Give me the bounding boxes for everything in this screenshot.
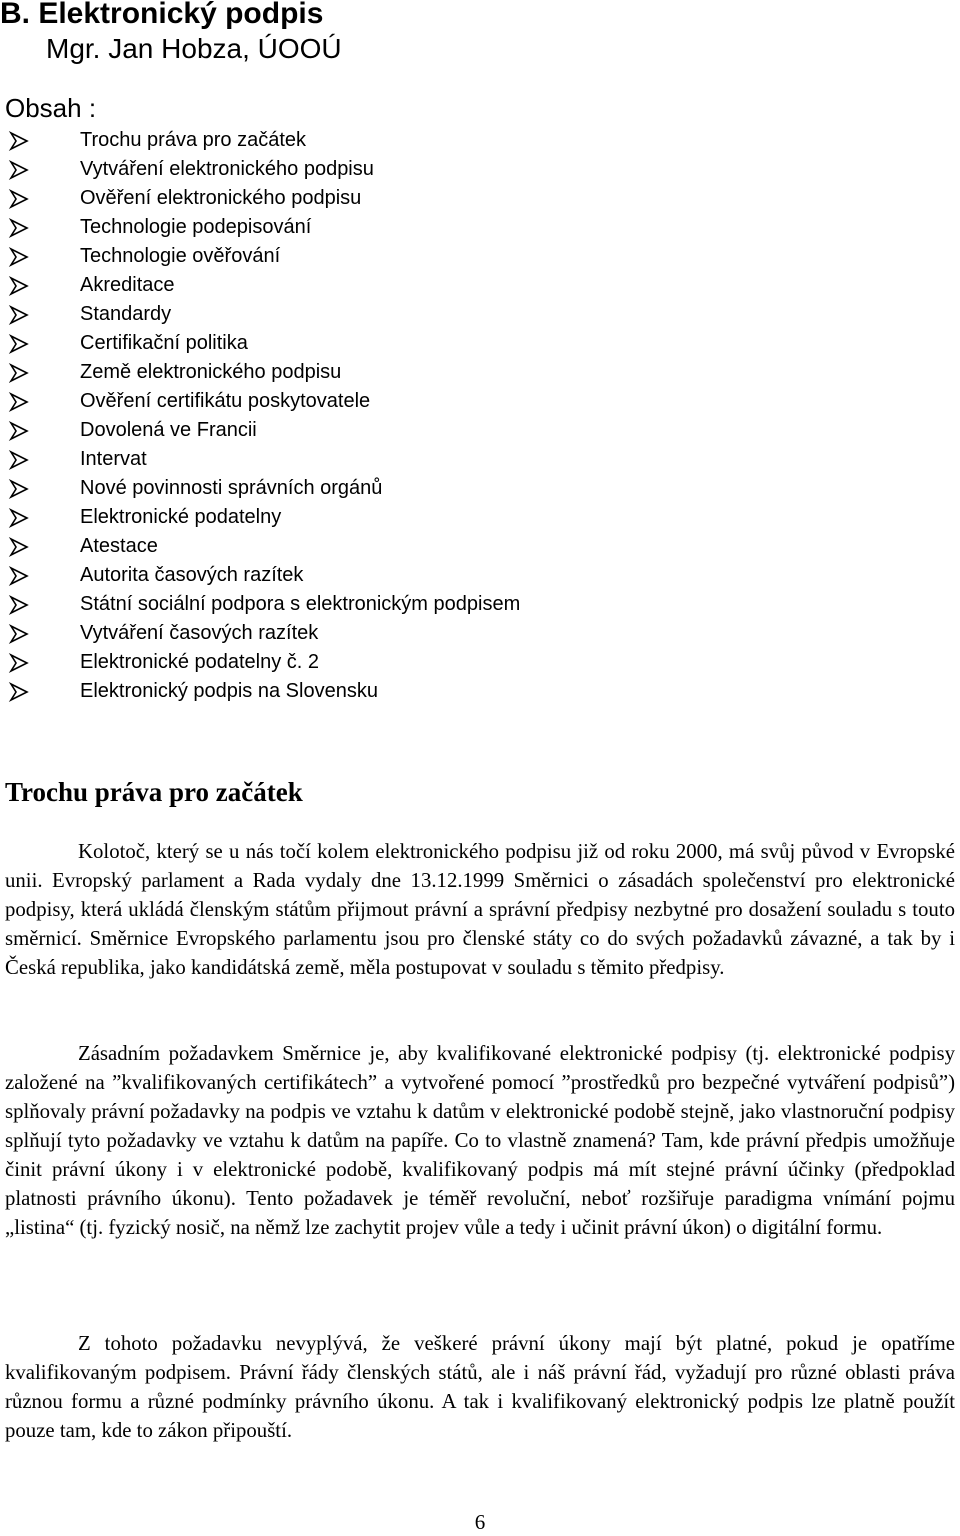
toc-item-label: Vytváření časových razítek — [80, 622, 319, 644]
toc-item — [0, 445, 520, 474]
arrowhead-bullet-icon — [8, 421, 30, 441]
toc-item — [0, 213, 520, 242]
toc-item — [0, 387, 520, 416]
toc-item-label: Intervat — [80, 448, 147, 470]
arrowhead-bullet-icon — [8, 653, 30, 673]
toc-item — [0, 416, 520, 445]
toc-item — [0, 300, 520, 329]
toc-item — [0, 474, 520, 503]
toc-item-label: Autorita časových razítek — [80, 564, 304, 586]
arrowhead-bullet-icon — [8, 363, 30, 383]
toc-item-label: Nové povinnosti správních orgánů — [80, 477, 383, 499]
toc-item-label: Ověření elektronického podpisu — [80, 187, 362, 209]
arrowhead-bullet-icon — [8, 276, 30, 296]
arrowhead-bullet-icon — [8, 566, 30, 586]
toc-item-label: Ověření certifikátu poskytovatele — [80, 390, 371, 412]
toc-item-label: Technologie ověřování — [80, 245, 281, 267]
toc-item — [0, 126, 520, 155]
toc-item — [0, 648, 520, 677]
arrowhead-bullet-icon — [8, 305, 30, 325]
arrowhead-bullet-icon — [8, 624, 30, 644]
toc-item-label: Akreditace — [80, 274, 175, 296]
toc-item-label: Elektronické podatelny č. 2 — [80, 651, 320, 673]
body-paragraph-2: Zásadním požadavkem Směrnice je, aby kvalifikované elektronické podpisy (tj. elektronické podpisy založené na ”kvalifikovaných certifikátech” a vytvořené pomocí ”prostředků pro bezpečné vytváření podpisů”) splňovaly právní požadavky na podpis ve vztahu k datům v elektronické podobě stejně, jako vlastnoruční podpisy splňují tyto požadavky ve vztahu k datům na papíře. Co to vlastně znamená? Tam, kde právní předpis umožňuje činit právní úkony i v elektronické podobě, kvalifikovaný podpis má mít stejné právní účinky (předpoklad platnosti právního úkonu). Tento požadavek je téměř revoluční, neboť rozšiřuje paradigma vnímání pojmu „listina“ (tj. fyzický nosič, na němž lze zachytit projev vůle a tedy i učinit právní úkon) o digitální formu. — [5, 1042, 955, 1239]
toc-item — [0, 271, 520, 300]
toc-item-label: Státní sociální podpora s elektronickým podpisem — [80, 593, 521, 615]
arrowhead-bullet-icon — [8, 508, 30, 528]
toc-item — [0, 155, 520, 184]
toc-item-label: Certifikační politika — [80, 332, 248, 354]
toc-item-label: Standardy — [80, 303, 172, 325]
arrowhead-bullet-icon — [8, 682, 30, 702]
table-of-contents — [0, 126, 520, 706]
page-number: 6 — [474, 1510, 486, 1534]
arrowhead-bullet-icon — [8, 131, 30, 151]
toc-item-label: Vytváření elektronického podpisu — [80, 158, 374, 180]
toc-item-label: Elektronické podatelny — [80, 506, 282, 528]
toc-item-label: Dovolená ve Francii — [80, 419, 257, 441]
arrowhead-bullet-icon — [8, 595, 30, 615]
section-heading: Trochu práva pro začátek — [5, 777, 303, 807]
body-paragraph-1: Kolotoč, který se u nás točí kolem elektronického podpisu již od roku 2000, má svůj původ v Evropské unii. Evropský parlament a Rada vydaly dne 13.12.1999 Směrnici o zásadách společenství pro elektronické podpisy, která ukládá členským státům přijmout právní a správní předpisy nezbytné pro dosažení souladu s touto směrnicí. Směrnice Evropského parlamentu jsou pro členské státy co do svých požadavků závazné, a tak by i Česká republika, jako kandidátská země, měla postupovat v souladu s těmito předpisy. — [5, 840, 955, 979]
toc-item — [0, 561, 520, 590]
toc-item-label: Elektronický podpis na Slovensku — [80, 680, 378, 702]
body-paragraph-3: Z tohoto požadavku nevyplývá, že veškeré právní úkony mají být platné, pokud je opatříme kvalifikovaným podpisem. Právní řády členských států, ale i náš právní řád, vyžadují pro různé oblasti práva různou formu a různé podmínky právního úkonu. A tak i kvalifikovaný elektronický podpis lze platně použít pouze tam, kde to zákon připouští. — [5, 1332, 955, 1442]
toc-item — [0, 532, 520, 561]
toc-item-label: Trochu práva pro začátek — [80, 129, 307, 151]
arrowhead-bullet-icon — [8, 392, 30, 412]
arrowhead-bullet-icon — [8, 189, 30, 209]
arrowhead-bullet-icon — [8, 334, 30, 354]
toc-item — [0, 677, 520, 706]
arrowhead-bullet-icon — [8, 479, 30, 499]
arrowhead-bullet-icon — [8, 450, 30, 470]
toc-item — [0, 503, 520, 532]
toc-item-label: Atestace — [80, 535, 158, 557]
toc-item — [0, 329, 520, 358]
author-line: Mgr. Jan Hobza, ÚOOÚ — [46, 33, 342, 64]
arrowhead-bullet-icon — [8, 160, 30, 180]
toc-item — [0, 619, 520, 648]
toc-item — [0, 590, 520, 619]
document-title: B. Elektronický podpis — [0, 0, 324, 30]
arrowhead-bullet-icon — [8, 247, 30, 267]
toc-heading: Obsah : — [5, 93, 97, 123]
arrowhead-bullet-icon — [8, 537, 30, 557]
toc-item — [0, 242, 520, 271]
toc-item — [0, 358, 520, 387]
toc-item-label: Země elektronického podpisu — [80, 361, 342, 383]
arrowhead-bullet-icon — [8, 218, 30, 238]
toc-item — [0, 184, 520, 213]
toc-item-label: Technologie podepisování — [80, 216, 312, 238]
